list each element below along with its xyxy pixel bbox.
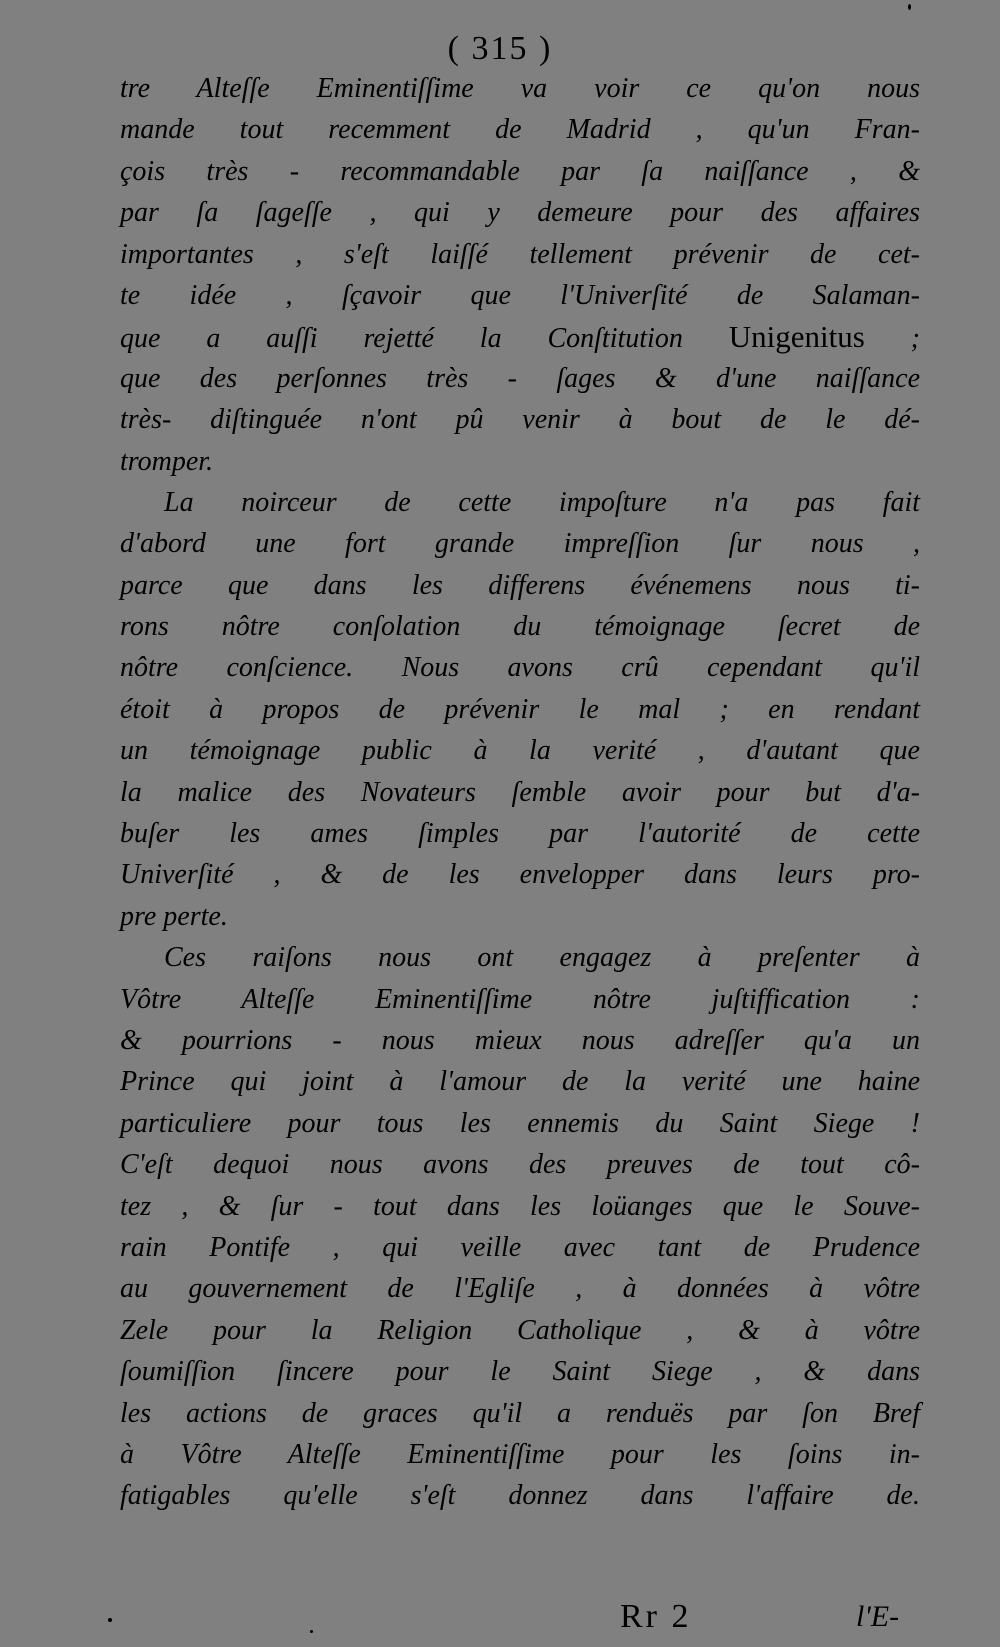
text-line: les actions de graces qu'il a renduës par ſon Bref: [120, 1397, 920, 1429]
text-line: la malice des Novateurs ſemble avoir pour but d'a-: [120, 776, 920, 808]
text-line: tromper.: [120, 445, 214, 477]
scan-speck: [908, 4, 911, 10]
text-line: & pourrions - nous mieux nous adreſſer qu'a un: [120, 1024, 920, 1056]
text-line: C'eſt dequoi nous avons des preuves de tout cô-: [120, 1149, 920, 1181]
text-line: buſer les ames ſimples par l'autorité de cette: [120, 818, 920, 850]
scan-speck: [108, 1618, 112, 1622]
constitution-title: Unigenitus: [728, 319, 865, 355]
text-line: fatigables qu'elle s'eſt donnez dans l'affaire de.: [120, 1480, 920, 1512]
text-line: Vôtre Alteſſe Eminentiſſime nôtre juſtiffication :: [120, 983, 920, 1015]
text-line: par ſa ſageſſe , qui y demeure pour des affaires: [120, 197, 920, 229]
text-line: Zele pour la Religion Catholique , & à vôtre: [120, 1314, 920, 1346]
text-line: rons nôtre conſolation du témoignage ſecret de: [120, 611, 920, 643]
text-line: mande tout recemment de Madrid , qu'un Fran-: [120, 114, 920, 146]
text-line: çois très - recommandable par ſa naiſſance , &: [120, 155, 920, 187]
signature-mark: Rr 2: [620, 1598, 692, 1635]
text-line: Prince qui joint à l'amour de la verité une haine: [120, 1066, 920, 1098]
text-line: que a auſſi rejetté la Conſtitution Unigenitus ;: [120, 319, 920, 355]
text-line: que des perſonnes très - ſages & d'une naiſſance: [120, 362, 920, 394]
text-line: te idée , ſçavoir que l'Univerſité de Salaman-: [120, 279, 920, 311]
text-line: au gouvernement de l'Egliſe , à données à vôtre: [120, 1273, 920, 1305]
text-line: tez , & ſur - tout dans les loüanges que le Souve-: [120, 1190, 920, 1222]
text-line: un témoignage public à la verité , d'autant que: [120, 735, 920, 767]
text-line: particuliere pour tous les ennemis du Saint Siege !: [120, 1107, 920, 1139]
text-line: tre Alteſſe Eminentiſſime va voir ce qu'on nous: [120, 73, 920, 104]
text-line: pre perte.: [120, 900, 228, 932]
text-line: La noirceur de cette impoſture n'a pas fait: [164, 486, 920, 518]
text-line: rain Pontife , qui veille avec tant de Prudence: [120, 1231, 920, 1263]
text-line: parce que dans les differens événemens nous ti-: [120, 569, 920, 601]
text-line: très- diſtinguée n'ont pû venir à bout de le dé-: [120, 404, 920, 436]
text-line: Ces raiſons nous ont engagez à preſenter à: [164, 942, 920, 974]
text-line: Univerſité , & de les envelopper dans leurs pro-: [120, 859, 920, 891]
text-line: étoit à propos de prévenir le mal ; en rendant: [120, 693, 920, 725]
text-line: d'abord une fort grande impreſſion ſur nous ,: [120, 528, 920, 560]
page-number: ( 315 ): [447, 30, 553, 67]
text-line: à Vôtre Alteſſe Eminentiſſime pour les ſoins in-: [120, 1438, 920, 1470]
scan-speck: [310, 1630, 313, 1633]
text-line: nôtre conſcience. Nous avons crû cependant qu'il: [120, 652, 920, 684]
text-line: importantes , s'eſt laiſſé tellement prévenir de cet-: [120, 238, 920, 270]
body-text: [120, 68, 920, 1517]
catchword: l'E-: [856, 1600, 900, 1633]
text-line: ſoumiſſion ſincere pour le Saint Siege , & dans: [120, 1356, 920, 1388]
